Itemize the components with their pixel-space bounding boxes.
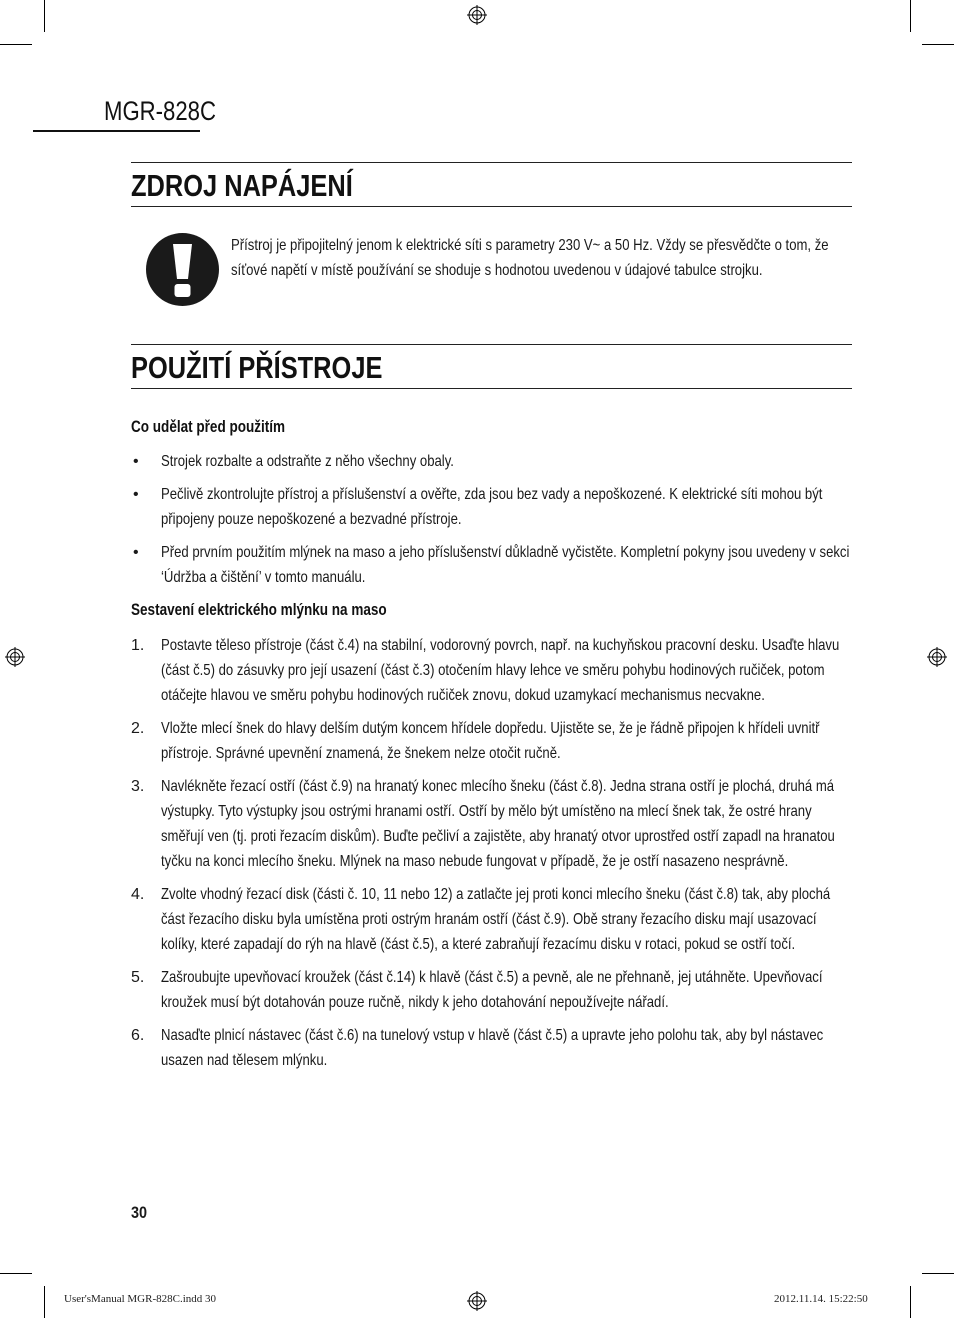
section-rule-top <box>131 344 852 345</box>
before-use-heading: Co udělat před použitím <box>131 418 286 436</box>
registration-mark-icon <box>5 647 25 667</box>
list-item <box>131 965 853 1015</box>
crop-mark <box>922 1273 954 1274</box>
before-use-list <box>131 449 853 598</box>
step-text: Nasaďte plnicí nástavec (část č.6) na tunelový vstup v hlavě (část č.5) a upravte jeho polohu tak, aby byl nástavec usazen nad tělesem mlýnku. <box>161 1027 824 1069</box>
list-item <box>131 633 853 708</box>
step-number: 6. <box>131 1027 145 1044</box>
section-title-use: POUŽITÍ PŘÍSTROJE <box>131 350 383 385</box>
crop-mark <box>0 44 32 45</box>
step-text: Postavte těleso přístroje (část č.4) na stabilní, vodorovný povrch, např. na kuchyňskou pracovní desku. Usaďte hlavu (část č.5) do zásuvky pro její usazení (část č.3) otočením hlavy lehce ve směru pohybu hodinových ručiček, potom otáčejte hlavou ve směru pohybu hodinových ručiček znovu, dokud uzamykací mechanismus necvakne. <box>161 637 840 704</box>
crop-mark <box>910 1286 911 1318</box>
registration-mark-icon <box>927 647 947 667</box>
crop-mark <box>44 1286 45 1318</box>
exclamation-warning-icon <box>146 233 219 306</box>
bullet-marker: • <box>133 544 139 561</box>
list-item-text: Strojek rozbalte a odstraňte z něho všechny obaly. <box>161 453 454 470</box>
bullet-marker: • <box>133 453 139 470</box>
power-notice <box>231 233 851 283</box>
header-underline <box>33 130 200 132</box>
crop-mark <box>922 44 954 45</box>
step-text: Navlékněte řezací ostří (část č.9) na hranatý konec mlecího šneku (část č.8). Jedna strana ostří je plochá, druhá má výstupky. Tyto výstupky jsou ostrými hranami ostří. Ostří by mělo být umístěno na mlecí šnek tak, že ostré hrany směřují ven (tj. proti řezacím diskům). Buďte pečliví a zajistěte, aby hranatý otvor uprostřed ostří zapadl na hranatou tyčku na konci mlecího šneku. Mlýnek na maso nebude fungovat v případě, že je ostří nasazeno nesprávně. <box>161 778 835 870</box>
step-number: 3. <box>131 778 145 795</box>
step-text: Zvolte vhodný řezací disk (části č. 10, 11 nebo 12) a zatlačte jej proti konci mlecího šneku (část č.8) tak, aby plochá část řezacího disku byla umístěna proti ostrým hranám ostří (část č.9). Obě strany řezacího disku mají usazovací kolíky, které zapadají do rýh na hlavě (část č.5), a které zabraňují řezacímu disku v rotaci, pokud se ostří točí. <box>161 886 831 953</box>
section-rule-bottom <box>131 388 852 389</box>
section-rule-top <box>131 162 852 163</box>
step-text: Vložte mlecí šnek do hlavy delším dutým koncem hřídele dopředu. Ujistěte se, že je řádně připojen k hřídeli uvnitř přístroje. Správné upevnění znamená, že šnekem nelze otočit ručně. <box>161 720 820 762</box>
power-notice-text: Přístroj je připojitelný jenom k elektrické síti s parametry 230 V~ a 50 Hz. Vždy se přesvědčte o tom, že síťové napětí v místě používání se shoduje s hodnotou uvedenou v údajové tabulce strojku. <box>231 237 829 279</box>
section-title-power: ZDROJ NAPÁJENÍ <box>131 168 353 203</box>
date-slug: 2012.11.14. 15:22:50 <box>774 1293 868 1305</box>
model-header: MGR-828C <box>104 96 216 126</box>
list-item <box>131 882 853 957</box>
list-item <box>131 1023 853 1073</box>
section-rule-bottom <box>131 206 852 207</box>
list-item-text: Pečlivě zkontrolujte přístroj a příslušenství a ověřte, zda jsou bez vady a nepoškozené. K elektrické síti mohou být připojeny pouze nepoškozené a bezvadné přístroje. <box>161 486 823 528</box>
registration-mark-icon <box>467 5 487 25</box>
crop-mark <box>0 1273 32 1274</box>
assembly-steps <box>131 633 853 1081</box>
list-item <box>131 449 853 474</box>
step-text: Zašroubujte upevňovací kroužek (část č.14) k hlavě (část č.5) a pevně, ale ne přehnaně, jej utáhněte. Upevňovací kroužek musí být dotahován pouze ručně, nikdy k jeho dotahování nepoužívejte nářadí. <box>161 969 823 1011</box>
list-item <box>131 774 853 874</box>
list-item <box>131 716 853 766</box>
step-number: 1. <box>131 637 145 654</box>
registration-mark-icon <box>467 1291 487 1311</box>
bullet-marker: • <box>133 486 139 503</box>
list-item-text: Před prvním použitím mlýnek na maso a jeho příslušenství důkladně vyčistěte. Kompletní pokyny jsou uvedeny v sekci ‘Údržba a čištění’ v tomto manuálu. <box>161 544 850 586</box>
assembly-heading: Sestavení elektrického mlýnku na maso <box>131 601 387 619</box>
crop-mark <box>910 0 911 32</box>
page-number: 30 <box>131 1203 148 1222</box>
crop-mark <box>44 0 45 32</box>
file-slug: User'sManual MGR-828C.indd 30 <box>64 1293 217 1305</box>
step-number: 4. <box>131 886 145 903</box>
list-item <box>131 482 853 532</box>
step-number: 5. <box>131 969 145 986</box>
step-number: 2. <box>131 720 145 737</box>
list-item <box>131 540 853 590</box>
